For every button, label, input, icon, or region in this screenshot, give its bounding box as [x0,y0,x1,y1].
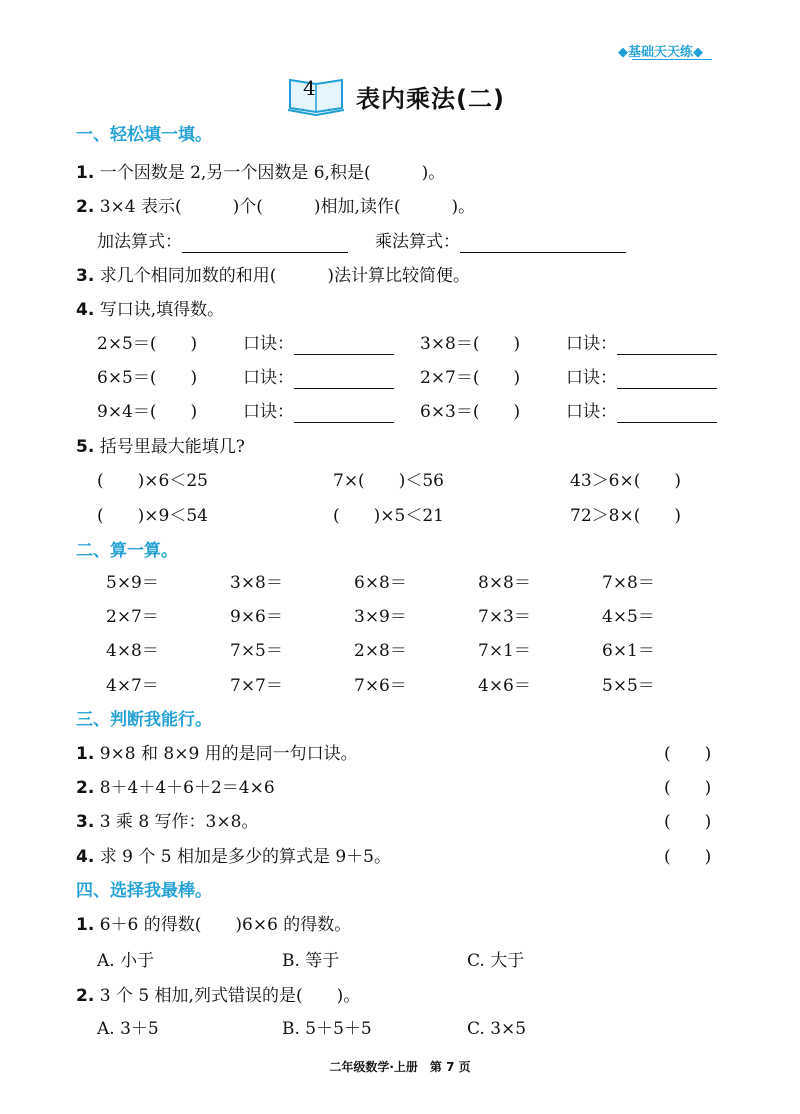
calc-item: 2×7＝ [106,607,159,627]
koujue-answer-line[interactable] [294,370,394,389]
calc-item: 7×7＝ [230,676,283,696]
question-text: 求 9 个 5 相加是多少的算式是 9＋5。 [99,847,391,867]
question-number: 5. [76,437,95,457]
question-1-4 [76,299,224,321]
koujue-answer-line[interactable] [617,370,717,389]
question-number: 2. [76,986,95,1006]
option-a[interactable]: A. 小于 [97,951,155,971]
addition-formula-row [97,231,348,253]
question-text: 3 乘 8 写作：3×8。 [99,812,259,832]
option-a[interactable]: A. 3＋5 [97,1019,159,1039]
koujue-row [243,333,394,355]
koujue-row [566,367,717,389]
question-number: 1. [76,915,95,935]
equation: 6×3＝( ) [420,402,521,422]
question-number: 3. [76,812,95,832]
judge-item [76,846,391,868]
question-number: 4. [76,300,95,320]
header-tag: ◆基础天天练◆ [618,45,703,60]
calc-item: 3×9＝ [354,607,407,627]
koujue-row [243,401,394,423]
option-b[interactable]: B. 5＋5＋5 [282,1019,372,1039]
calc-item: 7×5＝ [230,641,283,661]
calc-item: 5×9＝ [106,573,159,593]
calc-item: 7×8＝ [602,573,655,593]
calc-item: 4×8＝ [106,641,159,661]
question-number: 4. [76,847,95,867]
question-4-2 [76,985,360,1007]
answer-paren[interactable]: ( ) [664,744,712,764]
inequality: 43＞6×( ) [570,471,681,491]
question-number: 1. [76,163,95,183]
equation: 6×5＝( ) [97,368,198,388]
calc-item: 6×1＝ [602,641,655,661]
question-text: 3 个 5 相加,列式错误的是( )。 [99,986,361,1006]
section-2-title: 二、算一算。 [76,541,178,561]
koujue-row [566,401,717,423]
koujue-label: 口诀： [243,402,294,422]
calc-item: 5×5＝ [602,676,655,696]
answer-paren[interactable]: ( ) [664,778,712,798]
section-4-title: 四、选择我最棒。 [76,881,212,901]
judge-item [76,743,358,765]
book-icon [286,72,346,116]
question-text: 求几个相同加数的和用( )法计算比较简便。 [99,266,470,286]
option-c[interactable]: C. 大于 [467,951,525,971]
calc-item: 4×6＝ [478,676,531,696]
calc-item: 7×3＝ [478,607,531,627]
question-text: 括号里最大能填几? [99,437,245,457]
koujue-label: 口诀： [566,402,617,422]
section-1-title: 一、轻松填一填。 [76,125,212,145]
question-1-1 [76,162,445,184]
calc-item: 9×6＝ [230,607,283,627]
koujue-left [97,333,197,355]
question-4-1 [76,914,351,936]
question-number: 1. [76,744,95,764]
header-underline [632,59,712,60]
calc-item: 6×8＝ [354,573,407,593]
addition-label: 加法算式： [97,232,182,252]
equation: 3×8＝( ) [420,334,521,354]
option-c[interactable]: C. 3×5 [467,1019,527,1039]
equation: 2×7＝( ) [420,368,521,388]
multiplication-formula-row [375,231,626,253]
question-text: 6＋6 的得数( )6×6 的得数。 [99,915,352,935]
calc-item: 4×5＝ [602,607,655,627]
koujue-label: 口诀： [243,368,294,388]
answer-paren[interactable]: ( ) [664,847,712,867]
koujue-left [420,333,520,355]
inequality: 72＞8×( ) [570,506,681,526]
inequality: ( )×5＜21 [333,506,444,526]
question-1-3 [76,265,470,287]
addition-answer-line[interactable] [182,234,348,253]
koujue-row [566,333,717,355]
inequality: ( )×9＜54 [97,506,208,526]
calc-item: 2×8＝ [354,641,407,661]
judge-item [76,811,258,833]
koujue-left [97,367,197,389]
question-number: 3. [76,266,95,286]
question-text: 8＋4＋4＋6＋2＝4×6 [99,778,275,798]
question-number: 2. [76,778,95,798]
calc-item: 4×7＝ [106,676,159,696]
question-text: 3×4 表示( )个( )相加,读作( )。 [99,197,476,217]
lesson-number: 4 [303,76,316,100]
question-text: 9×8 和 8×9 用的是同一句口诀。 [99,744,358,764]
multiplication-label: 乘法算式： [375,232,460,252]
equation: 2×5＝( ) [97,334,198,354]
inequality: ( )×6＜25 [97,471,208,491]
option-b[interactable]: B. 等于 [282,951,340,971]
equation: 9×4＝( ) [97,402,198,422]
question-text: 一个因数是 2,另一个因数是 6,积是( )。 [99,163,446,183]
koujue-left [97,401,197,423]
koujue-answer-line[interactable] [294,336,394,355]
koujue-answer-line[interactable] [617,404,717,423]
multiplication-answer-line[interactable] [460,234,626,253]
koujue-label: 口诀： [566,368,617,388]
question-number: 2. [76,197,95,217]
koujue-answer-line[interactable] [294,404,394,423]
calc-item: 8×8＝ [478,573,531,593]
calc-item: 3×8＝ [230,573,283,593]
page-title: 表内乘法(二) [356,85,505,113]
section-3-title: 三、判断我能行。 [76,710,212,730]
calc-item: 7×1＝ [478,641,531,661]
inequality: 7×( )＜56 [333,471,444,491]
calc-item: 7×6＝ [354,676,407,696]
judge-item [76,777,275,799]
answer-paren[interactable]: ( ) [664,812,712,832]
page-footer: 二年级数学·上册 第 7 页 [329,1060,471,1074]
koujue-left [420,367,520,389]
koujue-label: 口诀： [566,334,617,354]
question-text: 写口诀,填得数。 [99,300,225,320]
koujue-answer-line[interactable] [617,336,717,355]
koujue-left [420,401,520,423]
koujue-label: 口诀： [243,334,294,354]
question-1-5 [76,436,245,458]
question-1-2 [76,196,475,218]
koujue-row [243,367,394,389]
